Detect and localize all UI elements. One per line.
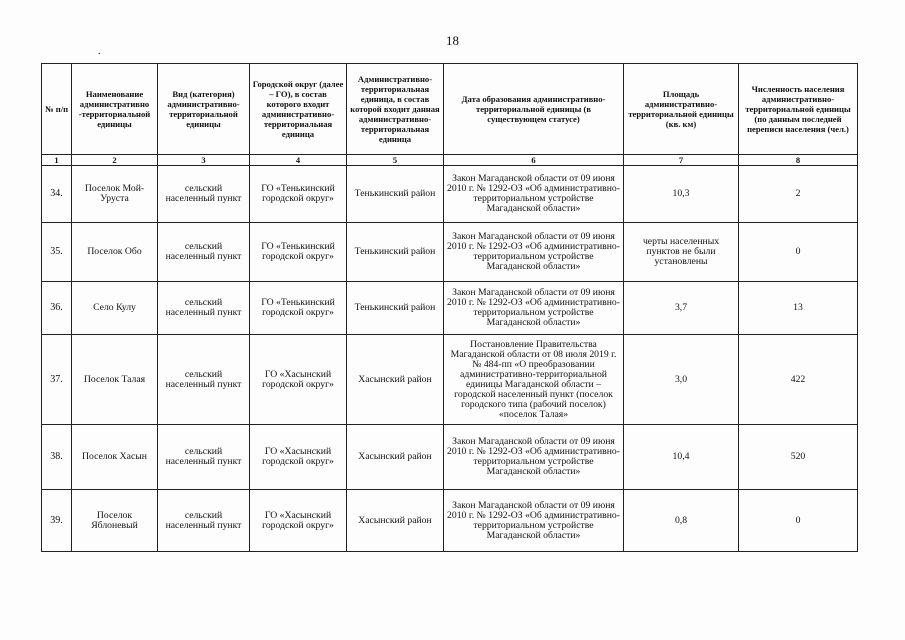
parent-unit: Тенькинский район bbox=[347, 166, 444, 223]
city-district: ГО «Хасынский городской округ» bbox=[250, 335, 347, 425]
col-header-population: Численность населения административно-территориальной единицы (по данным последней переписи населения (чел.) bbox=[739, 64, 858, 155]
city-district: ГО «Тенькинский городской округ» bbox=[250, 282, 347, 335]
table-row bbox=[42, 425, 858, 490]
unit-name: Поселок Хасын bbox=[72, 425, 158, 490]
formation-date: Закон Магаданской области от 09 июня 2010 г. № 1292-ОЗ «Об административно-территориальном устройстве Магаданской области» bbox=[444, 282, 624, 335]
area-value: черты населенных пунктов не были установлены bbox=[624, 223, 739, 282]
scan-mark: . bbox=[98, 46, 101, 57]
area-value: 0,8 bbox=[624, 490, 739, 552]
row-number: 35. bbox=[42, 223, 72, 282]
area-value: 3,7 bbox=[624, 282, 739, 335]
column-number: 8 bbox=[739, 155, 858, 166]
unit-name: Село Кулу bbox=[72, 282, 158, 335]
population-value: 2 bbox=[739, 166, 858, 223]
city-district: ГО «Тенькинский городской округ» bbox=[250, 223, 347, 282]
population-value: 0 bbox=[739, 490, 858, 552]
col-header-city-district: Городской округ (далее – ГО), в состав которого входит административно-территориальная единица bbox=[250, 64, 347, 155]
formation-date: Закон Магаданской области от 09 июня 2010 г. № 1292-ОЗ «Об административно-территориальном устройстве Магаданской области» bbox=[444, 425, 624, 490]
unit-type: сельский населенный пункт bbox=[158, 166, 250, 223]
unit-type: сельский населенный пункт bbox=[158, 335, 250, 425]
row-number: 36. bbox=[42, 282, 72, 335]
unit-type: сельский населенный пункт bbox=[158, 425, 250, 490]
col-header-formation-date: Дата образования административно-территориальной единицы (в существующем статусе) bbox=[444, 64, 624, 155]
city-district: ГО «Хасынский городской округ» bbox=[250, 490, 347, 552]
parent-unit: Хасынский район bbox=[347, 490, 444, 552]
city-district: ГО «Хасынский городской округ» bbox=[250, 425, 347, 490]
parent-unit: Тенькинский район bbox=[347, 223, 444, 282]
population-value: 0 bbox=[739, 223, 858, 282]
column-number-row bbox=[42, 155, 858, 166]
area-value: 3,0 bbox=[624, 335, 739, 425]
table-row bbox=[42, 282, 858, 335]
unit-name: Поселок Талая bbox=[72, 335, 158, 425]
page-number: 18 bbox=[446, 33, 459, 48]
col-header-type: Вид (категория) административно-территориальной единицы bbox=[158, 64, 250, 155]
column-number: 6 bbox=[444, 155, 624, 166]
column-number: 4 bbox=[250, 155, 347, 166]
formation-date: Закон Магаданской области от 09 июня 2010 г. № 1292-ОЗ «Об административно-территориальном устройстве Магаданской области» bbox=[444, 490, 624, 552]
row-number: 34. bbox=[42, 166, 72, 223]
column-number: 5 bbox=[347, 155, 444, 166]
row-number: 39. bbox=[42, 490, 72, 552]
area-value: 10,3 bbox=[624, 166, 739, 223]
row-number: 37. bbox=[42, 335, 72, 425]
unit-name: Поселок Яблоневый bbox=[72, 490, 158, 552]
unit-type: сельский населенный пункт bbox=[158, 490, 250, 552]
territorial-units-table bbox=[41, 63, 858, 552]
table-row bbox=[42, 335, 858, 425]
unit-type: сельский населенный пункт bbox=[158, 282, 250, 335]
header-row bbox=[42, 64, 858, 155]
unit-name: Поселок Обо bbox=[72, 223, 158, 282]
city-district: ГО «Тенькинский городской округ» bbox=[250, 166, 347, 223]
unit-name: Поселок Мой-Уруста bbox=[72, 166, 158, 223]
col-header-area: Площадь административно-территориальной единицы (кв. км) bbox=[624, 64, 739, 155]
parent-unit: Хасынский район bbox=[347, 335, 444, 425]
parent-unit: Хасынский район bbox=[347, 425, 444, 490]
area-value: 10,4 bbox=[624, 425, 739, 490]
formation-date: Закон Магаданской области от 09 июня 2010 г. № 1292-ОЗ «Об административно-территориальном устройстве Магаданской области» bbox=[444, 166, 624, 223]
column-number: 1 bbox=[42, 155, 72, 166]
table-row bbox=[42, 166, 858, 223]
formation-date: Закон Магаданской области от 09 июня 2010 г. № 1292-ОЗ «Об административно-территориальном устройстве Магаданской области» bbox=[444, 223, 624, 282]
parent-unit: Тенькинский район bbox=[347, 282, 444, 335]
population-value: 520 bbox=[739, 425, 858, 490]
column-number: 3 bbox=[158, 155, 250, 166]
row-number: 38. bbox=[42, 425, 72, 490]
formation-date: Постановление Правительства Магаданской области от 08 июля 2019 г. № 484-пп «О преобразовании административно-территориальной единицы Магаданской области – городской населенный пункт (поселок городского типа (рабочий поселок) «поселок Талая» bbox=[444, 335, 624, 425]
column-number: 2 bbox=[72, 155, 158, 166]
population-value: 422 bbox=[739, 335, 858, 425]
unit-type: сельский населенный пункт bbox=[158, 223, 250, 282]
column-number: 7 bbox=[624, 155, 739, 166]
table-row bbox=[42, 490, 858, 552]
table-row bbox=[42, 223, 858, 282]
col-header-parent-unit: Административно-территориальная единица, в состав которой входит данная административно-территориальная единица bbox=[347, 64, 444, 155]
col-header-name: Наименование административно -территориальной единицы bbox=[72, 64, 158, 155]
col-header-number: № п/п bbox=[42, 64, 72, 155]
population-value: 13 bbox=[739, 282, 858, 335]
